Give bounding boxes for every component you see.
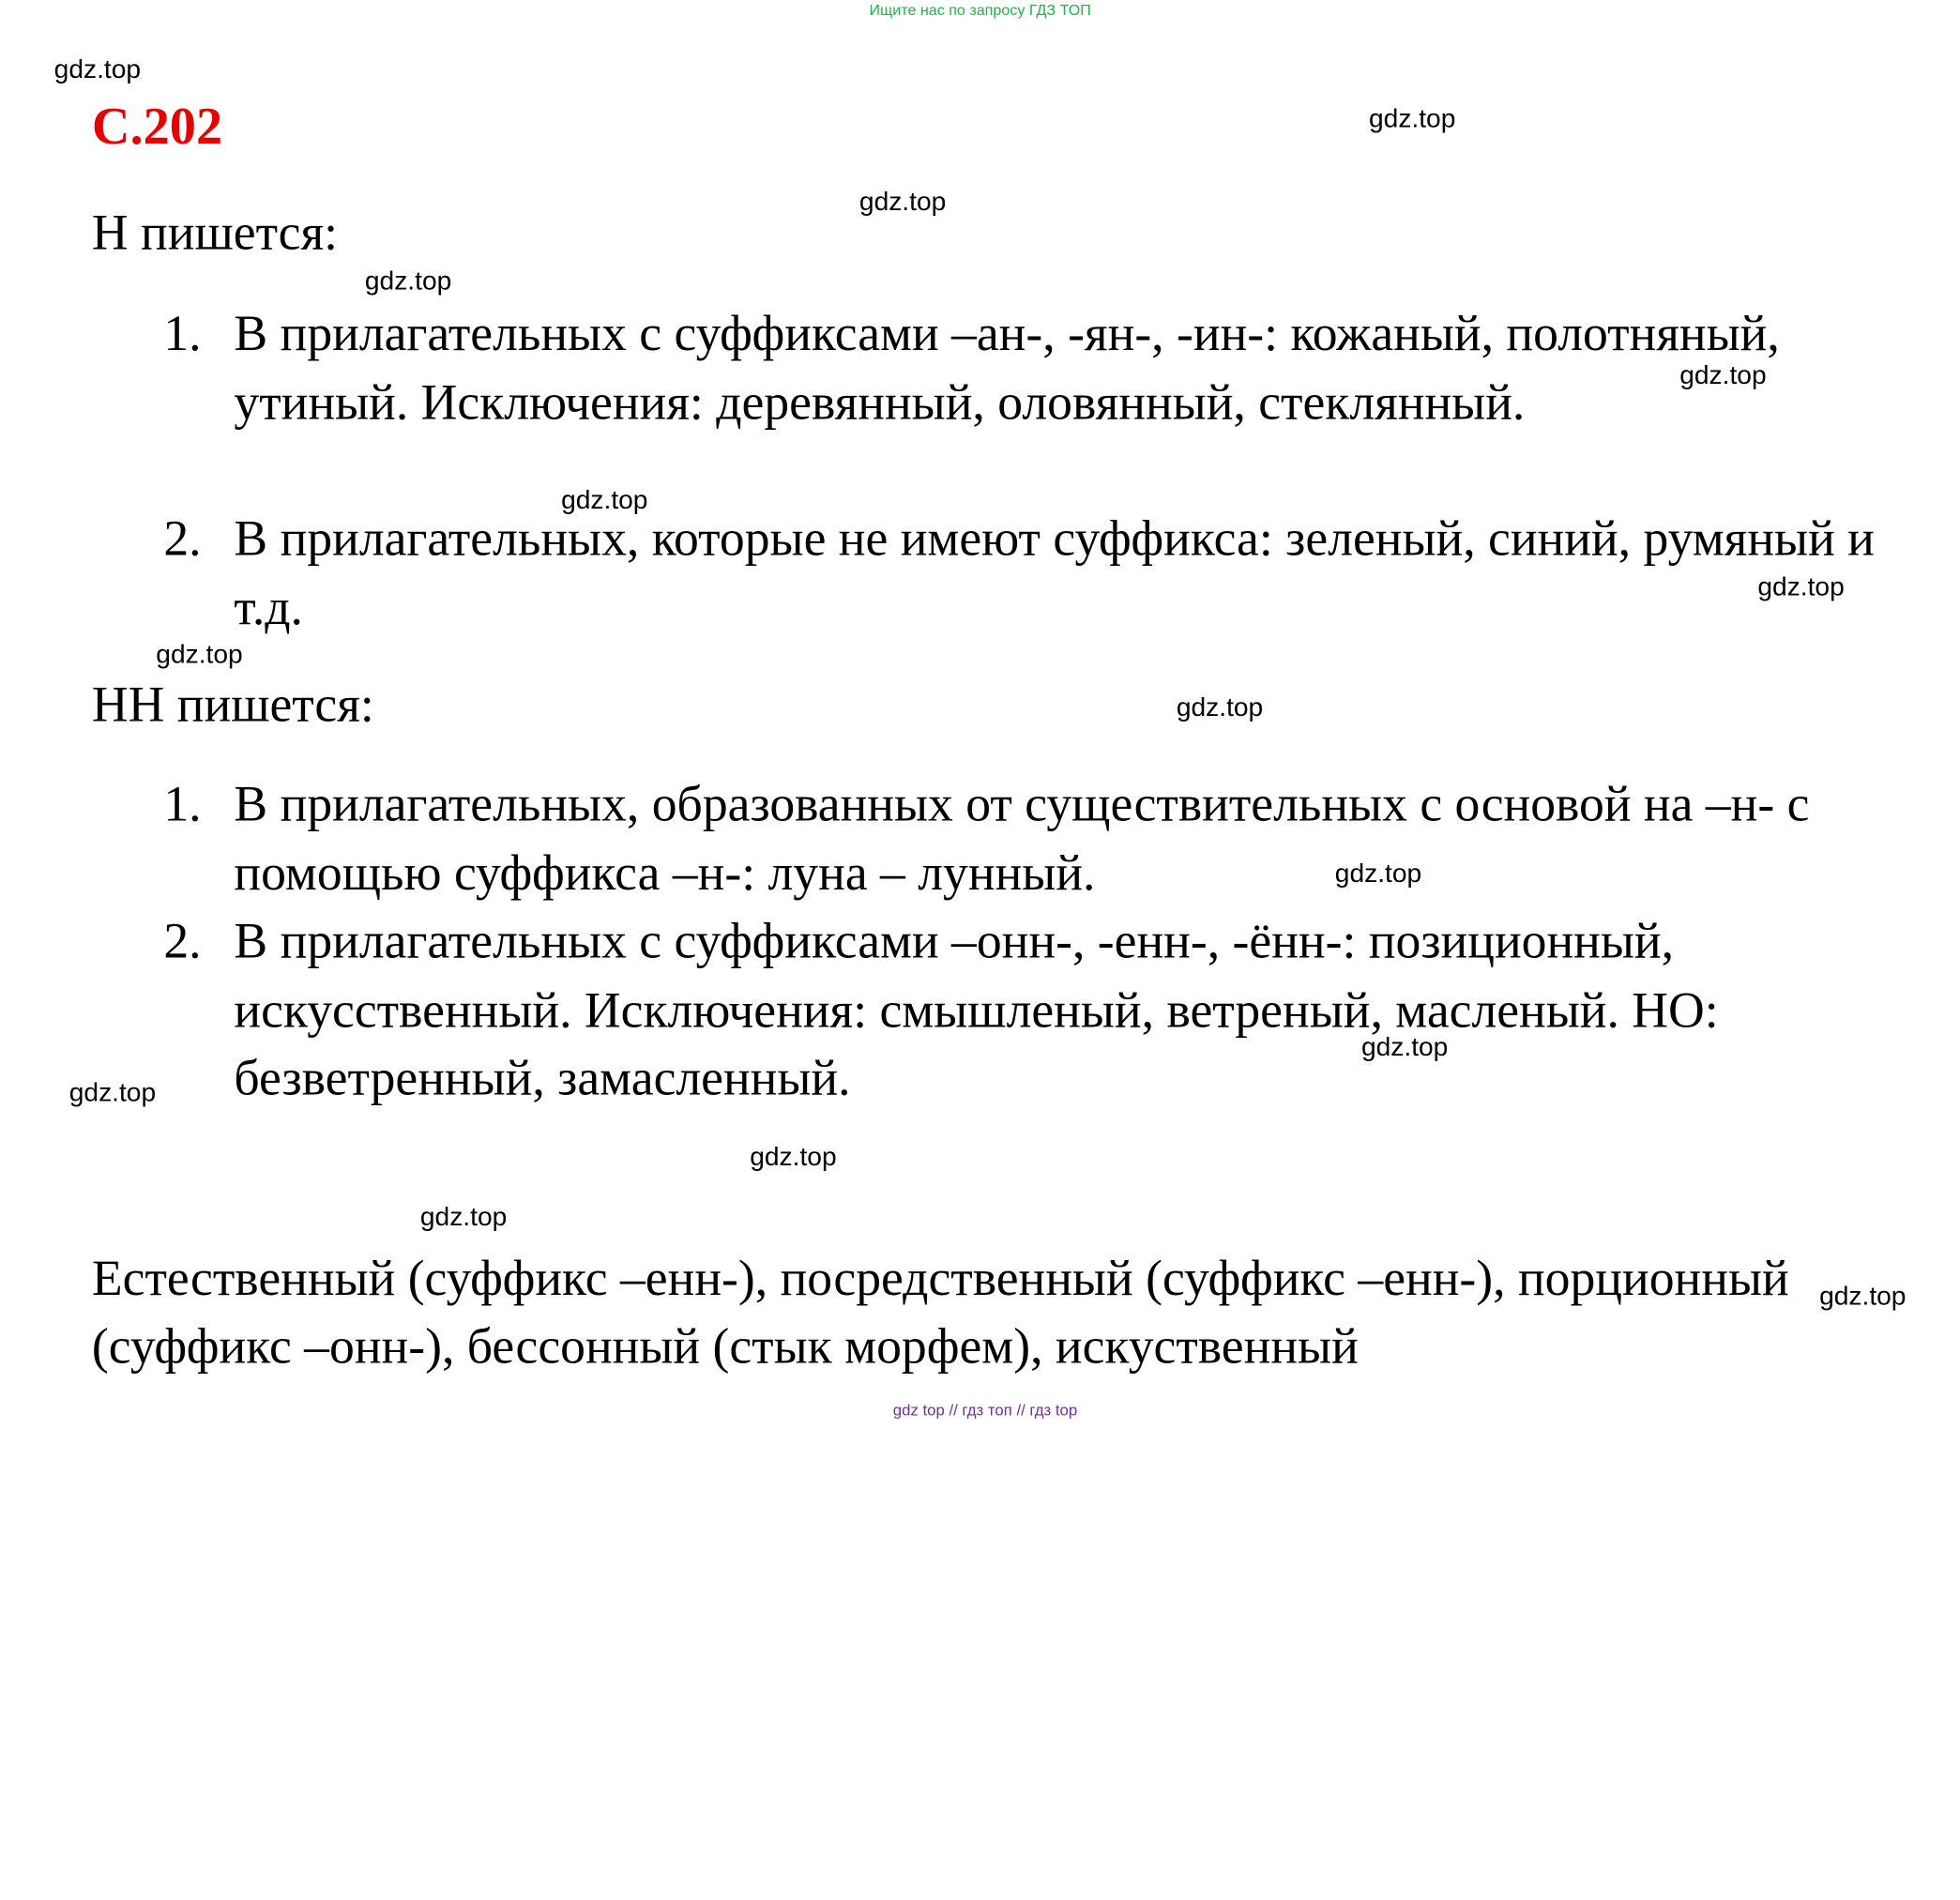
watermark: gdz.top: [1369, 104, 1456, 134]
list-item-text: В прилагательных, образованных от существительных с основой на –н- с помощью суффикса –н-: луна – лунный.: [234, 775, 1810, 901]
list-number: 1.: [163, 775, 202, 832]
section-heading-nn: НН пишется:: [91, 676, 374, 733]
list-number: 2.: [163, 509, 202, 567]
list-number: 2.: [163, 912, 202, 969]
page-number: С.202: [91, 98, 223, 157]
watermark: gdz.top: [858, 187, 947, 217]
section-heading-n: Н пишется:: [91, 204, 339, 261]
list-number: 1.: [163, 304, 202, 361]
list-item-text: В прилагательных, которые не имеют суффикса: зеленый, синий, румяный и т.д.: [234, 509, 1875, 635]
watermark: gdz.top: [364, 266, 452, 296]
watermark: gdz.top: [419, 1202, 508, 1232]
watermark: gdz.top: [1757, 572, 1845, 601]
answer-paragraph: Естественный (суффикс –енн-), посредственный (суффикс –енн-), порционный (суффикс –онн-), бессонный (стык морфем), искуственный: [91, 1249, 1789, 1375]
watermark: gdz.top: [750, 1142, 837, 1172]
search-banner: Ищите нас по запросу ГДЗ ТОП: [869, 1, 1091, 20]
watermark: gdz.top: [1334, 859, 1422, 889]
watermark: gdz.top: [156, 640, 243, 670]
watermark: gdz.top: [68, 1078, 157, 1108]
list-item-n-2: [163, 505, 1937, 642]
watermark: gdz.top: [561, 485, 648, 515]
list-item-nn-1: [163, 770, 1937, 907]
list-item-text: В прилагательных с суффиксами –онн-, -енн-, -ённ-: позиционный, искусственный. Исключения: смышленый, ветреный, масленый. НО: безветренный, замасленный.: [234, 912, 1719, 1106]
watermark: gdz.top: [53, 55, 142, 84]
list-item-nn-2: [163, 907, 1937, 1113]
watermark: gdz.top: [1360, 1032, 1449, 1062]
footer-links: gdz top // гдз топ // гдз top: [892, 1401, 1078, 1420]
list-item-n-1: [163, 299, 1937, 436]
watermark: gdz.top: [1176, 692, 1264, 722]
list-item-text: В прилагательных с суффиксами –ан-, -ян-, -ин-: кожаный, полотняный, утиный. Исключения: деревянный, оловянный, стеклянный.: [234, 304, 1780, 430]
watermark: gdz.top: [1679, 360, 1767, 390]
watermark: gdz.top: [1819, 1282, 1907, 1312]
